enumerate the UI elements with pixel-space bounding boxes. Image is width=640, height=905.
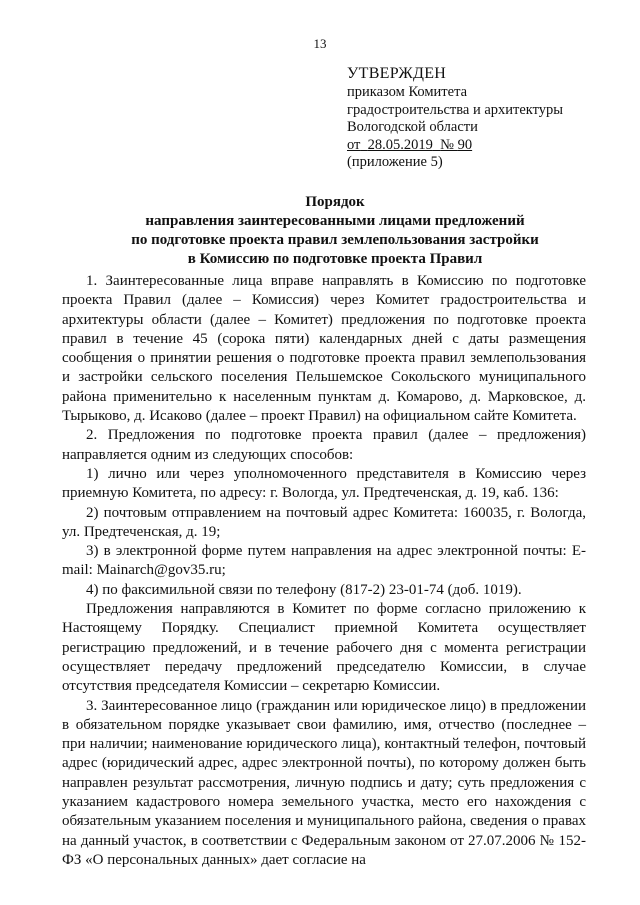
paragraph-3: 3. Заинтересованное лицо (гражданин или юридическое лицо) в предложении в обязательном порядке указывает свои фамилию, имя, отчество (последнее – при наличии; наименование юридического лица), контактный телефон, почтовый адрес (юридический адрес, адрес электронной почты), по которому должен быть направлен результат рассмотрения, личную подпись и дату; суть предложения с указанием кадастрового номера земельного участка, место его нахождения с обязательным указанием поселения и муниципального района, сведения о правах на данный участок, в соответствии с Федеральным законом от 27.07.2006 № 152-ФЗ «О персональных данных» дает согласие на	[62, 697, 586, 868]
paragraph-2-item-1: 1) лично или через уполномоченного представителя в Комиссию через приемную Комитета, по адресу: г. Вологда, ул. Предтеченская, д. 19, каб. 136:	[62, 465, 586, 502]
date-prefix: от	[347, 136, 361, 153]
appendix-label: (приложение 5)	[347, 154, 443, 170]
approval-date-line	[347, 137, 563, 155]
paragraph-2: 2. Предложения по подготовке проекта правил (далее – предложения) направляется одним из следующих способов:	[62, 427, 586, 463]
document-title	[90, 193, 580, 269]
title-line-2: направления заинтересованными лицами предложений	[145, 213, 525, 229]
title-line-4: в Комиссию по подготовке проекта Правил	[187, 251, 483, 267]
paragraph-2-item-4: 4) по факсимильной связи по телефону (817-2) 23-01-74 (доб. 1019).	[86, 581, 522, 598]
title-line-3: по подготовке проекта правил землепользования застройки	[131, 232, 539, 248]
approved-heading: УТВЕРЖДЕН	[347, 65, 447, 82]
title-line-1: Порядок	[305, 194, 365, 210]
paragraph-1: 1. Заинтересованные лица вправе направлять в Комиссию по подготовке проекта Правил (далее – Комиссия) через Комитет градостроительства и архитектуры области (далее – Комитет) предложения по подготовке проекта правил в течение 45 (сорока пяти) календарных дней с даты размещения сообщения о принятии решения о подготовке проекта правил землепользования и застройки сельского поселения Пельшемское Сокольского муниципального района применительно к населенным пунктам д. Комарово, д. Марковское, д. Тырыково, д. Исаково (далее – проект Правил) на официальном сайте Комитета.	[62, 273, 586, 425]
approval-date: 28.05.2019	[367, 136, 433, 153]
approval-stamp-block	[347, 64, 563, 172]
paragraph-2-item-3: 3) в электронной форме путем направления на адрес электронной почты: E-mail: Mainarch@gov35.ru;	[62, 543, 586, 579]
approval-line-2: градостроительства и архитектуры	[347, 101, 564, 118]
page-number: 13	[313, 36, 327, 51]
paragraph-registration: Предложения направляются в Комитет по форме согласно приложению к Настоящему Порядку. Специалист приемной Комитета осуществляет регистрацию предложений, и в течение рабочего дня с момента регистрации осуществляет передачу предложений председателю Комиссии, в случае отсутствия председателя Комиссии – секретарю Комиссии.	[62, 601, 586, 695]
paragraph-2-item-2: 2) почтовым отправлением на почтовый адрес Комитета: 160035, г. Вологда, ул. Предтеченская, д. 19;	[62, 504, 586, 540]
approval-line-1: приказом Комитета	[347, 84, 468, 100]
document-body	[62, 272, 586, 870]
number-prefix: №	[440, 136, 454, 153]
approval-number: 90	[457, 136, 473, 153]
approval-line-3: Вологодской области	[347, 119, 478, 135]
